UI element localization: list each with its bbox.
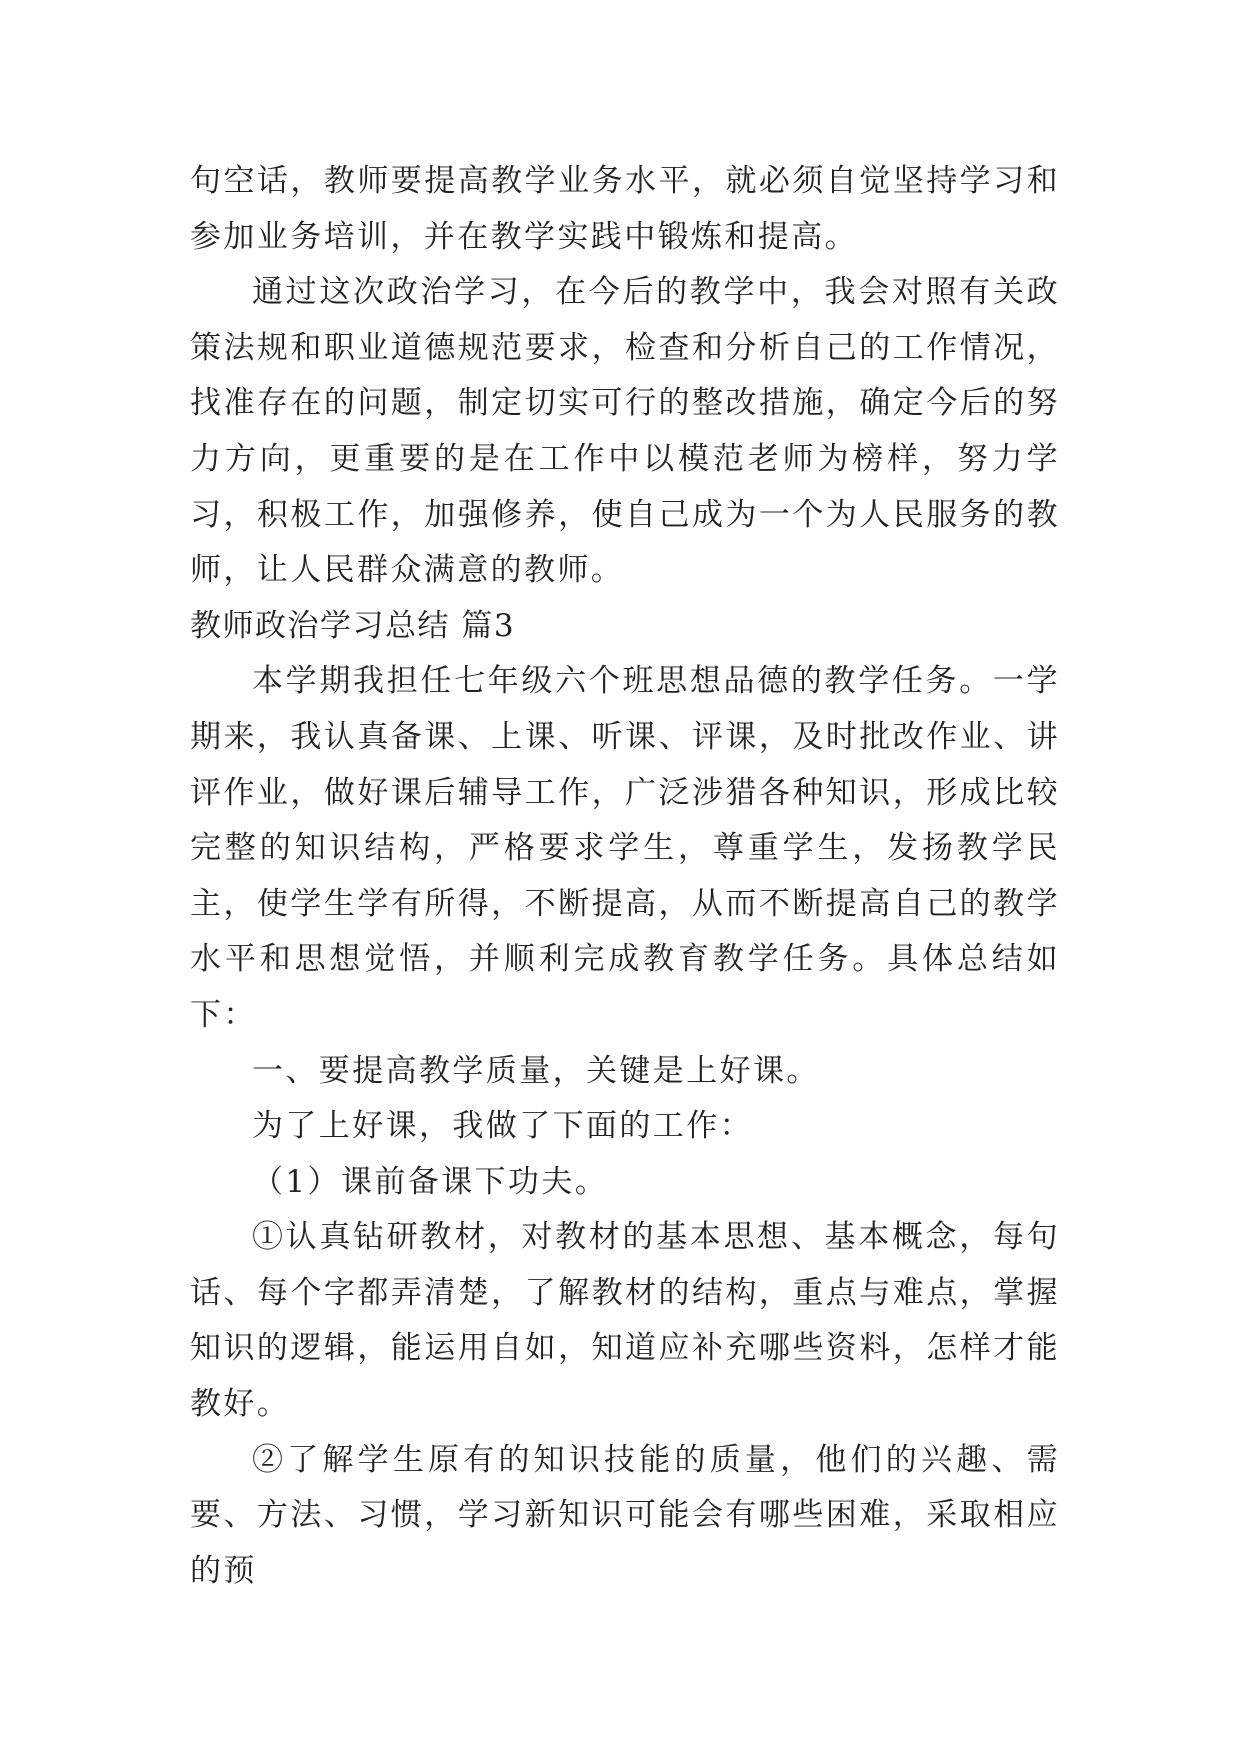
paragraph-6: （1）课前备课下功夫。	[252, 1163, 609, 1200]
paragraph-7: ①认真钻研教材，对教材的基本思想、基本概念，每句话、每个字都弄清楚，了解教材的结构，重点与难点，掌握知识的逻辑，能运用自如，知道应补充哪些资料，怎样才能教好。	[190, 1219, 1060, 1423]
paragraph-8: ②了解学生原有的知识技能的质量，他们的兴趣、需要、方法、习惯，学习新知识可能会有哪些困难，采取相应的预	[190, 1441, 1060, 1589]
document-body	[190, 154, 1060, 1599]
paragraph-3: 本学期我担任七年级六个班思想品德的教学任务。一学期来，我认真备课、上课、听课、评课，及时批改作业、讲评作业，做好课后辅导工作，广泛涉猎各种知识，形成比较完整的知识结构，严格要求学生，尊重学生，发扬教学民主，使学生学有所得，不断提高，从而不断提高自己的教学水平和思想觉悟，并顺利完成教育教学任务。具体总结如下：	[190, 663, 1060, 1033]
paragraph-5: 为了上好课，我做了下面的工作：	[252, 1108, 753, 1145]
paragraph-1: 句空话，教师要提高教学业务水平，就必须自觉坚持学习和参加业务培训，并在教学实践中锻炼和提高。	[190, 163, 1060, 255]
section-heading: 教师政治学习总结 篇3	[190, 607, 516, 644]
paragraph-4: 一、要提高教学质量，关键是上好课。	[252, 1052, 820, 1089]
paragraph-2: 通过这次政治学习，在今后的教学中，我会对照有关政策法规和职业道德规范要求，检查和分析自己的工作情况，找准存在的问题，制定切实可行的整改措施，确定今后的努力方向，更重要的是在工作中以模范老师为榜样，努力学习，积极工作，加强修养，使自己成为一个为人民服务的教师，让人民群众满意的教师。	[190, 274, 1060, 589]
